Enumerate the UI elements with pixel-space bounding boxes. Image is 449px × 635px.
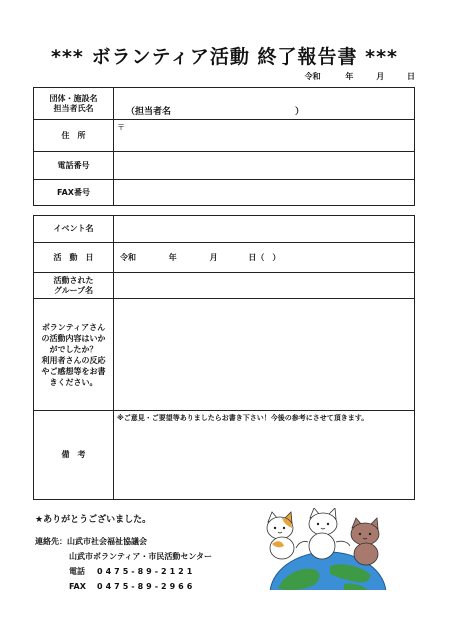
cats-on-globe-illustration bbox=[264, 508, 389, 590]
activity-date-month: 月 bbox=[209, 253, 218, 262]
activity-info-table bbox=[33, 215, 415, 500]
feedback-field[interactable] bbox=[114, 299, 415, 411]
org-field[interactable] bbox=[114, 88, 415, 120]
contact-info-table bbox=[33, 87, 415, 206]
org-label: 団体・施設名 担当者氏名 bbox=[34, 88, 114, 120]
date-year: 年 bbox=[345, 72, 354, 81]
fax-field[interactable] bbox=[114, 180, 415, 206]
contact-org2: 山武市ボランティア・市民活動センター bbox=[69, 552, 213, 561]
address-label: 住 所 bbox=[34, 120, 114, 152]
contact-label: 連絡先： bbox=[35, 537, 67, 546]
contact-block bbox=[35, 534, 212, 594]
cat-brown-icon bbox=[351, 518, 379, 565]
thanks-message: ★ありがとうございました。 bbox=[35, 515, 152, 525]
event-field[interactable] bbox=[114, 216, 415, 243]
date-day: 日 bbox=[407, 72, 415, 81]
address-field[interactable] bbox=[114, 120, 415, 152]
remarks-note: ※ご意見・ご要望等ありましたらお書き下さい！今後の参考にさせて頂きます。 bbox=[117, 414, 369, 422]
phone-field[interactable] bbox=[114, 152, 415, 180]
contact-phone-key: 電話 bbox=[69, 567, 85, 576]
contact-person-open: （担当者名 bbox=[126, 107, 172, 117]
event-label: イベント名 bbox=[34, 216, 114, 243]
feedback-label: ボランティアさん の活動内容はいか がでしたか？ 利用者さんの反応 やご感想等をお書 きください。 bbox=[34, 299, 114, 411]
cat-calico-icon bbox=[267, 512, 294, 559]
activity-date-label: 活 動 日 bbox=[34, 243, 114, 273]
activity-date-year: 年 bbox=[168, 253, 177, 262]
contact-org1: 山武市社会福祉協議会 bbox=[67, 537, 147, 546]
contact-phone-value: 0475-89-2121 bbox=[97, 567, 196, 576]
activity-date-era: 令和 bbox=[120, 253, 136, 262]
activity-date-day: 日（ ） bbox=[248, 253, 281, 262]
postal-mark: 〒 bbox=[117, 123, 125, 132]
date-month: 月 bbox=[376, 72, 385, 81]
remarks-field[interactable] bbox=[114, 411, 415, 500]
date-era: 令和 bbox=[304, 72, 321, 81]
fax-label: FAX番号 bbox=[34, 180, 114, 206]
contact-fax-key: FAX bbox=[69, 582, 86, 591]
report-date-header bbox=[305, 71, 415, 82]
activity-date-field[interactable] bbox=[114, 243, 415, 273]
page-title: *** ボランティア活動 終了報告書 *** bbox=[51, 46, 398, 68]
remarks-label: 備 考 bbox=[34, 411, 114, 500]
group-label: 活動された グループ名 bbox=[34, 273, 114, 299]
group-field[interactable] bbox=[114, 273, 415, 299]
phone-label: 電話番号 bbox=[34, 152, 114, 180]
contact-person-close: ） bbox=[295, 107, 305, 117]
contact-fax-value: 0475-89-2966 bbox=[97, 582, 196, 591]
cat-white-icon bbox=[296, 508, 350, 559]
